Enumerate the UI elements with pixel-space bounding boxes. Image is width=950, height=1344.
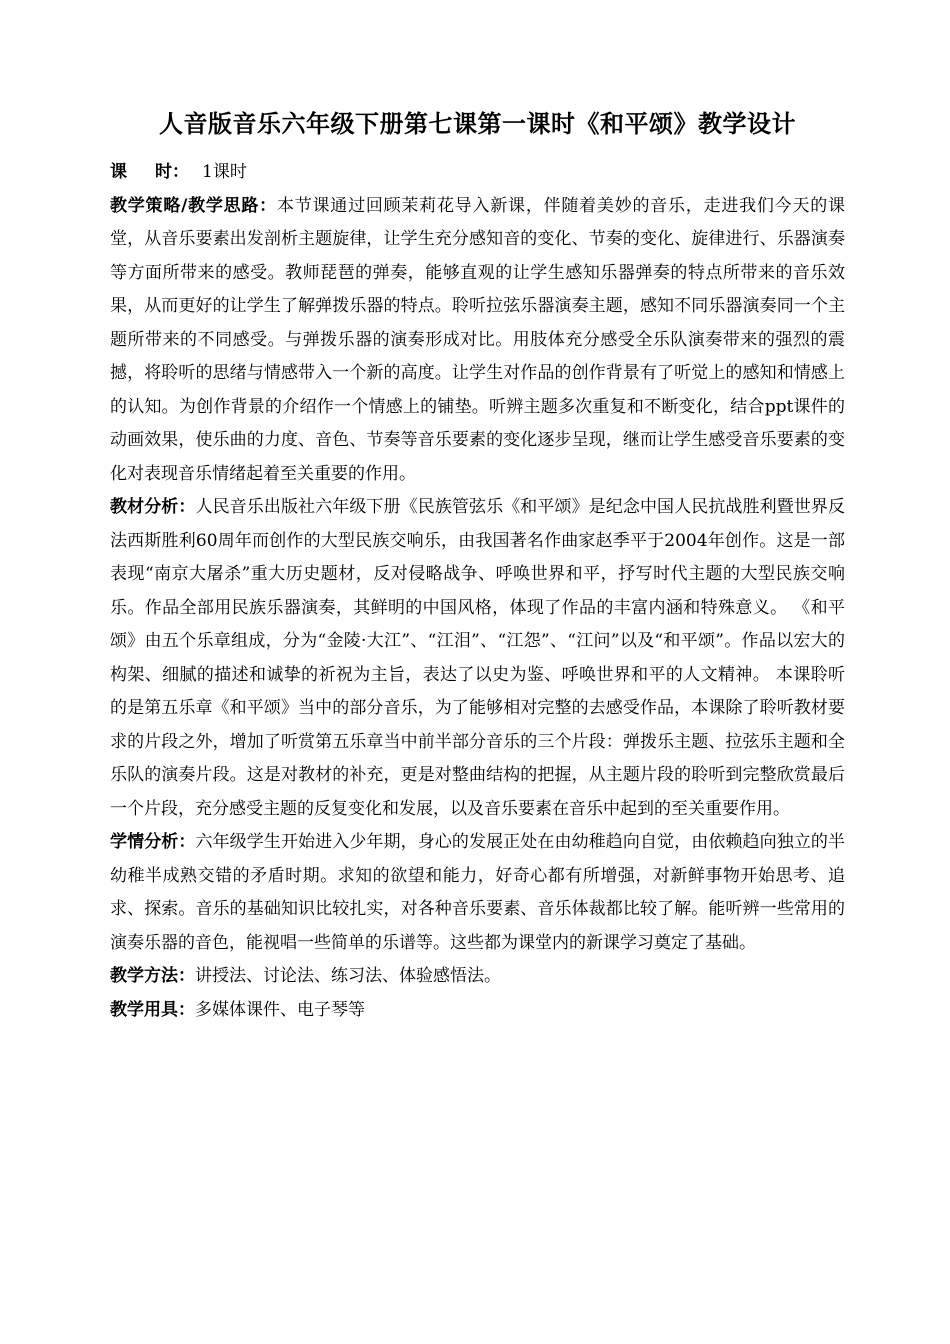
students-label: 学情分析：	[110, 832, 196, 852]
strategy-section	[110, 190, 845, 492]
lesson-hours-label-char1: 课	[110, 162, 127, 182]
methods-section	[110, 960, 845, 994]
lesson-hours-value: 1课时	[202, 162, 247, 182]
document-title: 人音版音乐六年级下册第七课第一课时《和平颂》教学设计	[159, 109, 796, 138]
material-label: 教材分析：	[110, 497, 196, 517]
tools-section	[110, 994, 845, 1028]
students-text: 六年级学生开始进入少年期，身心的发展正处在由幼稚趋向自觉，由依赖趋向独立的半幼稚半成熟交错的矛盾时期。求知的欲望和能力，好奇心都有所增强，对新鲜事物开始思考、追求、探索。音乐的基础知识比较扎实，对各种音乐要素、音乐体裁都比较了解。能听辨一些常用的演奏乐器的音色，能视唱一些简单的乐谱等。这些都为课堂内的新课学习奠定了基础。	[110, 832, 846, 953]
material-section	[110, 491, 845, 826]
strategy-label: 教学策略/教学思路：	[110, 195, 277, 216]
lesson-hours	[110, 156, 845, 190]
tools-label: 教学用具：	[110, 999, 195, 1020]
document-page	[110, 104, 845, 1027]
methods-text: 讲授法、讨论法、练习法、体验感悟法。	[195, 966, 501, 986]
strategy-text: 本节课通过回顾茉莉花导入新课，伴随着美妙的音乐，走进我们今天的课堂，从音乐要素出发剖析主题旋律，让学生充分感知音的变化、节奏的变化、旋律进行、乐器演奏等方面所带来的感受。教师琵琶的弹奏，能够直观的让学生感知乐器弹奏的特点所带来的音乐效果，从而更好的让学生了解弹拨乐器的特点。聆听拉弦乐器演奏主题，感知不同乐器演奏同一个主题所带来的不同感受。与弹拨乐器的演奏形成对比。用肢体充分感受全乐队演奏带来的强烈的震撼，将聆听的思绪与情感带入一个新的高度。让学生对作品的创作背景有了听觉上的感知和情感上的认知。为创作背景的介绍作一个情感上的铺垫。听辨主题多次重复和不断变化，结合ppt课件的动画效果，使乐曲的力度、音色、节奏等音乐要素的变化逐步呈现，继而让学生感受音乐要素的变化对表现音乐情绪起着至关重要的作用。	[110, 195, 845, 484]
students-section	[110, 826, 845, 960]
methods-label: 教学方法：	[110, 966, 195, 986]
lesson-hours-label	[110, 156, 202, 190]
tools-text: 多媒体课件、电子琴等	[195, 999, 365, 1020]
lesson-hours-label-char2: 时：	[155, 162, 189, 182]
material-text: 人民音乐出版社六年级下册《民族管弦乐《和平颂》是纪念中国人民抗战胜利暨世界反法西斯胜利60周年而创作的大型民族交响乐，由我国著名作曲家赵季平于2004年创作。这是一部表现“南京大屠杀”重大历史题材，反对侵略战争、呼唤世界和平，抒写时代主题的大型民族交响乐。作品全部用民族乐器演奏，其鲜明的中国风格，体现了作品的丰富内涵和特殊意义。 《和平颂》由五个乐章组成，分为“金陵·大江”、“江泪”、“江怨”、“江问”以及“和平颂”。作品以宏大的构架、细腻的描述和诚挚的祈祝为主旨，表达了以史为鉴、呼唤世界和平的人文精神。 本课聆听的是第五乐章《和平颂》当中的部分音乐，为了能够相对完整的去感受作品，本课除了聆听教材要求的片段之外，增加了听赏第五乐章当中前半部分音乐的三个片段：弹拨乐主题、拉弦乐主题和全乐队的演奏片段。这是对教材的补充，更是对整曲结构的把握，从主题片段的聆听到完整欣赏最后一个片段，充分感受主题的反复变化和发展，以及音乐要素在音乐中起到的至关重要作用。	[110, 497, 846, 819]
